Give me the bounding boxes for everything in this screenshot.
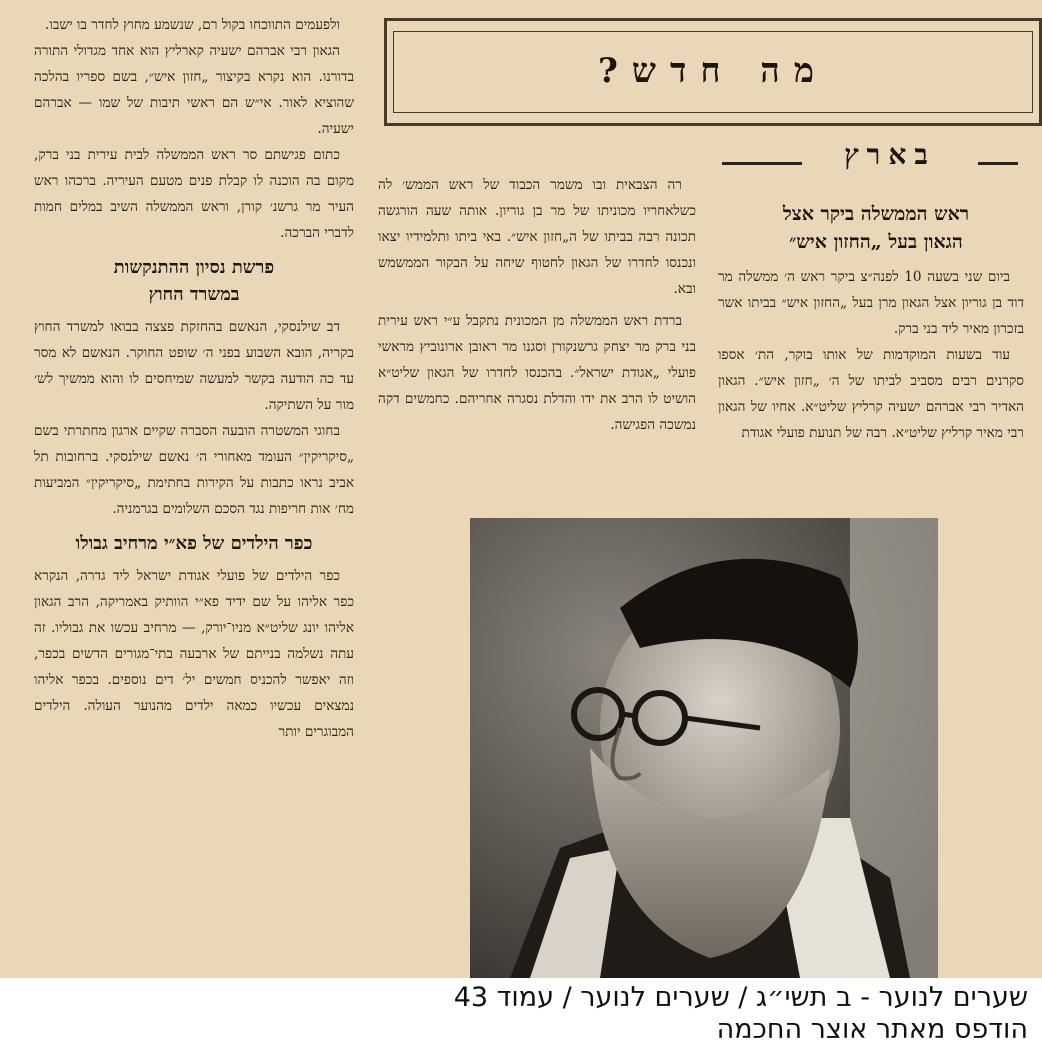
- article-left-paragraph: דב שילנסקי, הנאשם בהחזקת פצצה בבואו למשרד החוץ בקריה, הובא השבוע בפני ה׳ שופט החוקר. הנאשם לא מסר עד כה הודעה בקשר למעשה שמיחסים לו והוא ממשיך לש׳ מור על השתיקה.: [34, 319, 354, 413]
- headline-line-1: ראש הממשלה ביקר אצל: [782, 203, 970, 225]
- headline-line-2: הגאון בעל „החזון איש״: [789, 231, 963, 253]
- article-left-column: [34, 12, 354, 745]
- portrait-photo: [470, 518, 938, 978]
- article-left-paragraph: הגאון רבי אברהם ישעיה קארליץ הוא אחד מגדולי התורה בדורנו. הוא נקרא בקיצור „חזון איש״, בשם ספריו בהלכה שהוציא לאור. אי״ש הם ראשי תיבות של שמו — אברהם ישעיה.: [34, 43, 354, 137]
- article-left-paragraph: ולפעמים התווכחו בקול רם, שנשמע מחוץ לחדר בו ישבו.: [45, 17, 340, 33]
- portrait-photo-graphic: [470, 518, 938, 978]
- masthead-title: מה חדש?: [597, 51, 828, 91]
- article-middle-paragraph: ברדת ראש הממשלה מן המכונית נתקבל ע״י ראש עירית בני ברק מר יצחק גרשנקורן וסגנו מר ראובן ארונוביץ מראשי פועלי „אגודת ישראל״. בהכנסו לחדרו של הגאון שליט״א הושיט לו הרב את ידו והדלת נסגרה אחריהם. כחמשים דקה נמשכה הפגישה.: [378, 313, 696, 433]
- section-rule-left: [722, 162, 802, 165]
- article-middle-column: [378, 172, 696, 438]
- section-rule-right: [978, 162, 1018, 165]
- article-main-column: [718, 264, 1024, 446]
- article-headline: [726, 200, 1026, 256]
- article-left-subheading: [34, 254, 354, 308]
- article-left-paragraph: כתום פגישתם סר ראש הממשלה לבית עירית בני ברק, מקום בה הוכנה לו קבלת פנים מטעם העיריה. ברכהו ראש העיר מר גרשנ׳ קורן, וראש הממשלה השיב במלים חמות לדברי הברכה.: [34, 147, 354, 241]
- article-main-paragraph: עוד בשעות המוקדמות של אותו בוקר, הת׳ אספו סקרנים רבים מסביב לביתו של ה׳ „חזון איש״. הגאון האדיר רבי אברהם ישעיה קרליץ שליט״א. אחיו של הגאון רבי מאיר קרליץ שליט״א. רבה של תנועת פועלי אגודת: [718, 347, 1024, 441]
- subheading-line-2: במשרד החוץ: [148, 284, 240, 305]
- article-left-subheading: כפר הילדים של פא״י מרחיב גבולו: [75, 533, 313, 554]
- article-main-paragraph: ביום שני בשעה 10 לפנה״צ ביקר ראש ה׳ ממשלה מר דוד בן גוריון אצל הגאון מרן בעל „החזון איש״ בביתו אשר בזכרון מאיר ליד בני ברק.: [718, 269, 1024, 337]
- caption-line-1: שערים לנוער - ב תשי״ג / שערים לנוער / עמוד 43: [453, 982, 1028, 1013]
- subheading-line-1: פרשת נסיון ההתנקשות: [113, 257, 275, 278]
- section-heading: [722, 138, 1018, 188]
- article-left-paragraph: כפר הילדים של פועלי אגודת ישראל ליד גדרה, הנקרא כפר אליהו על שם ידיד פא״י הוותיק באמריקה, הרב הגאון אליהו יונג שליט״א מניו־יורק, — מרחיב עכשו את גבוליו. זה עתה נשלמה בנייתם של ארבעה בתי־מגורים הדשים בכפר, וזה יאפשר להכניס חמשים יל׳ דים נוספים. בכפר אליהו נמצאים עכשיו כמאה ילדים מהנוער העולה. הילדים המבוגרים יותר: [34, 568, 354, 740]
- article-left-paragraph: בחוגי המשטרה הובעה הסברה שקיים ארגון מחתרתי בשם „סיקריקין״ העומד מאחורי ה׳ נאשם שילנסקי. ברחובות תל אביב נראו כתבות על הקירות בחתימת „סיקריקין״ המביעות מח׳ אות חריפות נגד הסכם השלומים בגרמניה.: [34, 423, 354, 517]
- masthead-box: [384, 18, 1042, 126]
- caption-line-2: הודפס מאתר אוצר החכמה: [716, 1014, 1028, 1045]
- source-caption: [0, 982, 1040, 1046]
- article-middle-paragraph: רה הצבאית ובו משמר הכבוד של ראש הממש׳ לה כשלאחריו מכוניתו של מר בן גוריון. אותה שעה הורגשה תכונה רבה בביתו של ה„חזון איש״. באי ביתו ותלמידיו יצאו ונכנסו לחדרו של הגאון לחטוף שיחה על הבקור הממשמש ובא.: [378, 177, 696, 297]
- section-title: בארץ: [844, 138, 936, 171]
